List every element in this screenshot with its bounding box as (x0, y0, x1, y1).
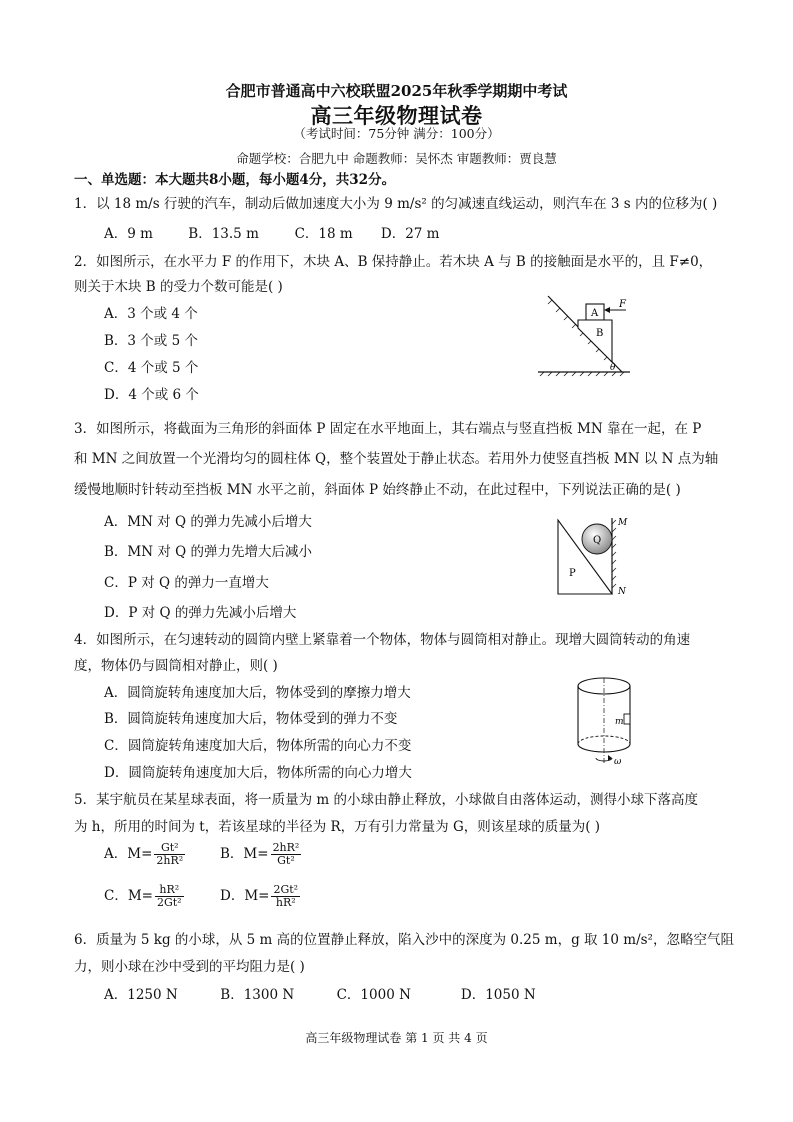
question-6-options (104, 983, 536, 1003)
label-n: N (618, 587, 626, 597)
question-4-line-1: 4．如图所示，在匀速转动的圆筒内壁上紧靠着一个物体，物体与圆筒相对静止。现增大圆筒转动的角速 (74, 632, 691, 648)
option-b: B．1300 N (220, 987, 295, 1003)
question-2-line-2: 则关于木块 B 的受力个数可能是( ) (74, 279, 283, 295)
question-2-option-b: B．3 个或 5 个 (104, 333, 198, 349)
question-2-option-c: C．4 个或 5 个 (104, 360, 199, 376)
label-b: B (596, 328, 604, 339)
page-footer: 高三年级物理试卷 第 1 页 共 4 页 (305, 1031, 488, 1045)
question-3-option-d: D．P 对 Q 的弹力先减小后增大 (104, 605, 297, 621)
question-5-option-b: B．M= $\frac{\text{2hR²}}{\text{Gt²}}$ (220, 841, 300, 867)
option-c: C．18 m (294, 226, 353, 242)
question-4-option-a: A．圆筒旋转角速度加大后，物体受到的摩擦力增大 (104, 685, 411, 701)
option-d: D．27 m (380, 226, 440, 242)
question-2-option-a: A．3 个或 4 个 (104, 306, 198, 322)
question-1-text: 1．以 18 m/s 行驶的汽车，制动后做加速度大小为 9 m/s² 的匀减速直线运动，则汽车在 3 s 内的位移为( ) (74, 196, 718, 212)
exam-authors: 命题学校：合肥九中 命题教师：吴怀杰 审题教师：贾良慧 (236, 151, 557, 166)
figure-rotating-cylinder (568, 672, 648, 772)
question-4-line-2: 度，物体仍与圆筒相对静止，则( ) (74, 658, 278, 674)
question-2-line-1: 2．如图所示，在水平力 F 的作用下，木块 A、B 保持静止。若木块 A 与 B 的接触面是水平的，且 F≠0， (74, 254, 713, 270)
label-omega: ω (614, 757, 622, 767)
question-3-option-b: B．MN 对 Q 的弹力先增大后减小 (104, 544, 312, 560)
question-4-option-b: B．圆筒旋转角速度加大后，物体受到的弹力不变 (104, 711, 398, 727)
label-a: A (591, 308, 599, 319)
exam-title: 合肥市普通高中六校联盟2025年秋季学期期中考试 (225, 82, 568, 100)
option-b: B．13.5 m (188, 226, 259, 242)
question-5-line-2: 为 h，所用的时间为 t，若该星球的半径为 R，万有引力常量为 G，则该星球的质量为( ) (74, 819, 601, 835)
option-a: A．1250 N (104, 987, 178, 1003)
question-3-line-2: 和 MN 之间放置一个光滑均匀的圆柱体 Q，整个装置处于静止状态。若用外力使竖直挡板 MN 以 N 点为轴 (74, 451, 719, 467)
label-q: Q (593, 535, 602, 546)
option-d: D．1050 N (460, 987, 536, 1003)
question-2-option-d: D．4 个或 6 个 (104, 387, 199, 403)
label-force: F (619, 299, 626, 310)
label-p: P (569, 568, 576, 579)
label-m: M (618, 518, 628, 528)
figure-incline-blocks (530, 290, 640, 380)
question-5-option-a: A．M= $\frac{\text{Gt²}}{\text{2hR²}}$ (104, 841, 184, 867)
label-theta: θ (610, 363, 616, 373)
question-1-options (104, 222, 440, 242)
question-3-line-3: 缓慢地顺时针转动至挡板 MN 水平之前，斜面体 P 始终静止不动，在此过程中，下列说法正确的是( ) (74, 482, 681, 498)
figure-wedge-cylinder (548, 512, 638, 597)
question-5-option-c: C．M= $\frac{\text{hR²}}{\text{2Gt²}}$ (104, 883, 182, 909)
question-4-option-c: C．圆筒旋转角速度加大后，物体所需的向心力不变 (104, 738, 412, 754)
section-heading: 一、单选题：本大题共8小题，每小题4分，共32分。 (74, 172, 396, 188)
question-5-option-d: D．M= $\frac{\text{2Gt²}}{\text{hR²}}$ (220, 883, 299, 909)
label-mass: m (615, 717, 624, 727)
question-6-line-2: 力，则小球在沙中受到的平均阻力是( ) (74, 959, 305, 975)
option-a: A．9 m (104, 226, 153, 242)
option-c: C．1000 N (336, 987, 411, 1003)
object-m (624, 714, 630, 724)
exam-subtitle: 高三年级物理试卷 (310, 103, 483, 128)
question-6-line-1: 6．质量为 5 kg 的小球，从 5 m 高的位置静止释放，陷入沙中的深度为 0.25 m，g 取 10 m/s²，忽略空气阻 (74, 932, 734, 948)
question-5-line-1: 5．某宇航员在某星球表面，将一质量为 m 的小球由静止释放，小球做自由落体运动，测得小球下落高度 (74, 792, 698, 808)
question-3-line-1: 3．如图所示，将截面为三角形的斜面体 P 固定在水平地面上，其右端点与竖直挡板 MN 靠在一起，在 P (74, 421, 702, 437)
exam-meta: （考试时间：75分钟 满分：100分） (293, 126, 500, 141)
question-3-option-c: C．P 对 Q 的弹力一直增大 (104, 575, 269, 591)
question-4-option-d: D．圆筒旋转角速度加大后，物体所需的向心力增大 (104, 765, 412, 781)
block-b (578, 320, 612, 362)
question-3-option-a: A．MN 对 Q 的弹力先减小后增大 (104, 514, 312, 530)
